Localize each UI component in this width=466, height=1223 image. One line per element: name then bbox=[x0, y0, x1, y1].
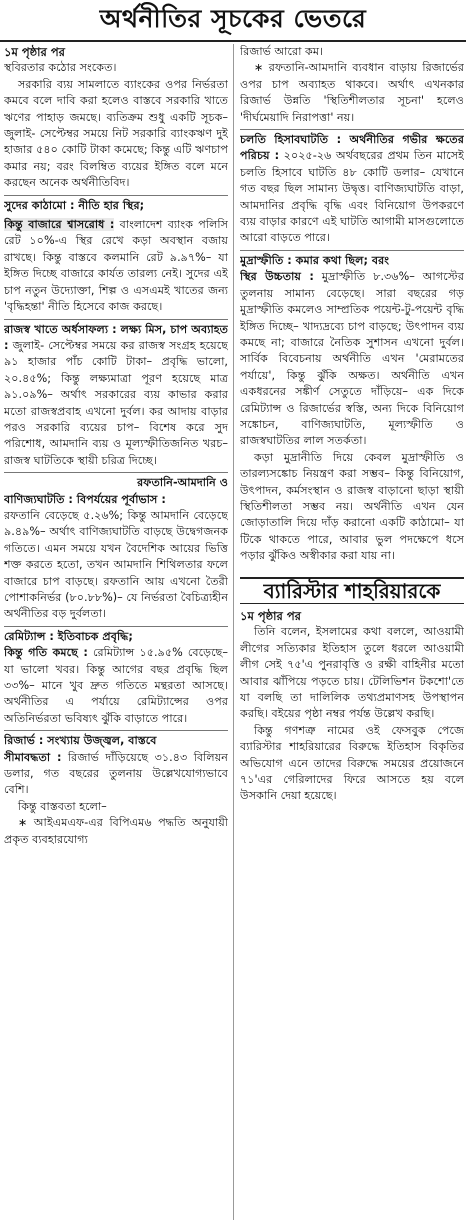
subhead-inflation-2: স্থির উচ্চতায় : bbox=[240, 270, 314, 284]
story2-paragraph-2: কিন্তু গণশত্রু নামের ওই ফেসবুক পেজে ব্যারিস্টার শাহরিয়ারের বিরুদ্ধে ইতিহাস বিকৃতির অভিযোগ এনে তাদের বিরুদ্ধে সময়ের প্রয়োজনে ৭১'এর গেরিলাদের ফিরে আসতে হয় বলে উসকানি দেয়া হয়েছে। bbox=[240, 723, 464, 803]
section-rule bbox=[4, 626, 228, 627]
reserve-bpm6: ∗ আইএমএফ-এর বিপিএম৬ পদ্ধতি অনুযায়ী প্রকৃত ব্যবহারযোগ্য bbox=[4, 816, 228, 846]
monetary-policy-paragraph: কড়া মুদ্রানীতি দিয়ে কেবল মুদ্রাস্ফীতি ও তারল্যসঙ্কোচ নিয়ন্ত্রণ করা সম্ভব– কিন্তু বিনিয়োগ, উৎপাদন, কর্মসংস্থান ও রাজস্ব বাড়ানো ছাড়া স্থায়ী স্থিতিশীলতা সম্ভব নয়। অর্থনীতি এখন যেন জোড়াতালি দিয়ে দাঁড় করানো একটি কাঠামো– যা টিকে থাকতে পারে, আবার ভুল পদক্ষেপে ধসে পড়ার ঝুঁকিও অস্বীকার করা যায় না। bbox=[240, 450, 464, 563]
subhead-revenue: রাজস্ব খাতে অর্ধসাফল্য : লক্ষ্য মিস, চাপ অব্যাহত : bbox=[4, 322, 228, 352]
paragraph-reserve bbox=[4, 750, 228, 799]
paragraph-inflation bbox=[240, 269, 464, 449]
right-column bbox=[240, 44, 464, 1219]
left-column bbox=[4, 44, 228, 1219]
section-rule bbox=[240, 129, 464, 130]
subhead-trade-1: রফতানি-আমদানি ও bbox=[137, 476, 228, 490]
subhead-remittance-1: রেমিট্যান্স : ইতিবাচক প্রবৃদ্ধি; bbox=[4, 629, 133, 643]
subhead-remittance-2: কিন্তু গতি কমছে : bbox=[4, 646, 88, 660]
reserve-body: রিজার্ভ দাঁড়িয়েছে ৩১.৪৩ বিলিয়ন ডলার, গত বছরের তুলনায় উল্লেখযোগ্যভাবে বেশি। bbox=[4, 750, 228, 797]
subhead-interest-1: সুদের কাঠামো : নীতি হার স্থির; bbox=[4, 198, 145, 212]
subhead-current-account: চলতি হিসাবঘাটতি : অর্থনীতির গভীর ক্ষতের পরিচয় : bbox=[240, 133, 464, 163]
inflation-body: মুদ্রাস্ফীতি ৮.৩৬%– আগস্টের তুলনায় সামান্য বেড়েছে। সারা বছরের গড় মুদ্রাস্ফীতি কমলেও সাম্প্রতিক পয়েন্ট-টু-পয়েন্ট বৃদ্ধি ইঙ্গিত দিচ্ছে– খাদ্যদ্রব্যে চাপ বাড়ছে; উৎপাদন ব্যয় কমছে না; বাজারে নৈতিক সুশাসন এখনো দুর্বল। সার্বিক বিবেচনায় অর্থনীতি এখন 'মেরামতের পর্যায়ে', কিন্তু ঝুঁকি অক্ষত। অর্থনীতি এখন একধরনের সঙ্কীর্ণ সেতুতে দাঁড়িয়ে– এক দিকে রেমিট্যান্স ও রিজার্ভের স্বস্তি, অন্য দিকে বিনিয়োগ সঙ্কোচন, বাণিজ্যঘাটতি, মূল্যস্ফীতি ও রাজস্বঘাটতির লাল সতর্কতা। bbox=[240, 270, 464, 448]
story2-paragraph-1: তিনি বলেন, ইসলামের কথা বললে, আওয়ামী লীগের সত্যিকার ইতিহাস তুলে ধরলে আওয়ামী লীগ সেই ৭৫'এ পুনরাবৃত্তি ও রক্ষী বাহিনীর মতো আবার ঝাঁপিয়ে পড়তে চায়। টেলিভিশন টকশো'তে যা বলছি তা দালিলিক তথ্যপ্রমাণসহ উপস্থাপন করছি। বইয়ের পৃষ্ঠা নম্বর পর্যন্ত উল্লেখ করছি। bbox=[240, 625, 464, 721]
current-account-body: ২০২৫-২৬ অর্থবছরের প্রথম তিন মাসেই চলতি হিসাবে ঘাটতি ৪৮ কোটি ডলার– যেখানে গত বছর ছিল সামান্য উদ্বৃত্ত। বাণিজ্যঘাটতি বাড়া, আমদানির প্রবৃদ্ধি বৃদ্ধি এবং বিনিয়োগ উপকরণে ব্যয় বাড়ার কারণে এই ঘাটতি আগামী মাসগুলোতে আরো বাড়তে পারে। bbox=[240, 149, 464, 245]
reserve-continued: রিজার্ভ আরো কম। bbox=[240, 45, 324, 58]
section-rule bbox=[4, 730, 228, 731]
interest-body: বাংলাদেশ ব্যাংক পলিসি রেট ১০%-এ স্থির রেখে কড়া অবস্থান বজায় রাখছে। কিন্তু বাস্তবে কলমানি রেট ৯.৯৭%– যা ইঙ্গিত দিচ্ছে বাজারে কার্যত তারল্য নেই। সুদের এই চাপ নতুন উদ্যোক্তা, শিল্প ও এসএমই খাতের জন্য 'বৃদ্ধিহন্তা' নীতি হিসেবে কাজ করছে। bbox=[4, 218, 228, 314]
subhead-inflation-1: মুদ্রাস্ফীতি : কমার কথা ছিল; বরং bbox=[240, 253, 390, 267]
story2-headline: ব্যারিস্টার শাহরিয়ারকে bbox=[240, 577, 464, 604]
story2-kicker: ১ম পৃষ্ঠার পর bbox=[240, 609, 301, 623]
revenue-body: জুলাই- সেপ্টেম্বর সময়ে কর রাজস্ব সংগ্রহ হয়েছে ৯১ হাজার পাঁচ কোটি টাকা– প্রবৃদ্ধি ভালো, ২০.৪৫%; কিন্তু লক্ষ্যমাত্রা পূরণ হয়েছে মাত্র ৯১.০৯%– অর্থাৎ সরকারের ব্যয় কাভার করার মতো রাজস্বপ্রবাহ এখনো দুর্বল। কর আদায় বাড়ার পরও সরকারি ব্যয়ের চাপ– বিশেষ করে সুদ পরিশোধ, আমদানি ব্যয় ও মূল্যস্ফীতিজনিত খরচ– রাজস্ব ঘাটতিকে স্থায়ী চরিত্র দিচ্ছে। bbox=[4, 338, 228, 467]
paragraph-govt-borrowing: সরকারি ব্যয় সামলাতে ব্যাংকের ওপর নির্ভরতা কমবে বলে দাবি করা হলেও বাস্তবে সরকারি খাতে ঋণের পাহাড় জমছে। ব্যতিক্রম শুধু একটি সূচক– জুলাই- সেপ্টেম্বর সময়ে নিট সরকারি ব্যাংকঋণ দুই হাজার ৫৪০ কোটি টাকা কমেছে; কিন্তু এটি ঋণচাপ কমার নয়; বরং বিলম্বিত ব্যয়ের ইঙ্গিত বলে মনে করছেন অনেক অর্থনীতিবিদ। bbox=[4, 77, 228, 190]
trade-body: রফতানি বেড়েছে ৫.২৬%; কিন্তু আমদানি বেড়েছে ৯.৪৯%– অর্থাৎ বাণিজ্যঘাটতি বাড়ছে উদ্বেগজনক গতিতে। এমন সময়ে যখন বৈদেশিক আয়ের ভিত্তি শক্ত করতে হতো, তখন আমদানি শিথিলতার ফলে বাজারে চাপ বাড়ছে। রফতানি আয় এখনো তৈরী পোশাকনির্ভর (৮০.৮৮%)– যে নির্ভরতা বৈচিত্র্যহীন অর্থনীতির বড় দুর্বলতা। bbox=[4, 508, 228, 621]
headline: অর্থনীতির সূচকের ভেতরে bbox=[0, 0, 466, 42]
paragraph-revenue bbox=[4, 322, 228, 470]
paragraph-remittance bbox=[4, 645, 228, 727]
lead-line: স্থবিরতার কঠোর সংকেত। bbox=[4, 61, 117, 75]
continuation-kicker: ১ম পৃষ্ঠার পর bbox=[4, 45, 65, 59]
subhead-interest-2: কিন্তু বাজারে শ্বাসরোধ : bbox=[4, 218, 115, 232]
subhead-reserve-2: সীমাবদ্ধতা : bbox=[4, 750, 62, 764]
section-rule bbox=[240, 250, 464, 251]
remittance-body: রেমিট্যান্স ১৫.৯৫% বেড়েছে– যা ভালো খবর। কিন্তু আগের বছর প্রবৃদ্ধি ছিল ৩৩%– মানে খুব দ্রুত গতিতে মন্থরতা আসছে। অর্থনীতির এ পর্যায়ে রেমিট্যান্সের ওপর অতিনির্ভরতা ভবিষ্যৎ ঝুঁকি বাড়াতে পারে। bbox=[4, 646, 228, 725]
section-rule bbox=[4, 472, 228, 473]
section-rule bbox=[4, 319, 228, 320]
reserve-reality: কিন্তু বাস্তবতা হলো– bbox=[18, 799, 107, 813]
paragraph-current-account bbox=[240, 132, 464, 247]
subhead-trade-2: বাণিজ্যঘাটতি : বিপর্যয়ের পূর্বাভাস : bbox=[4, 492, 166, 506]
column-divider bbox=[233, 44, 234, 1220]
subhead-reserve-1: রিজার্ভ : সংখ্যায় উজ্জ্বল, বাস্তবে bbox=[4, 734, 157, 748]
paragraph-interest bbox=[4, 217, 228, 315]
section-rule bbox=[4, 195, 228, 196]
reserve-bullet: ∗ রফতানি-আমদানি ব্যবধান বাড়ায় রিজার্ভের ওপর চাপ অব্যাহত থাকবে। অর্থাৎ এখনকার রিজার্ভ উন্নতি 'স্থিতিশীলতার সূচনা' হলেও 'দীর্ঘমেয়াদি নিরাপত্তা' নয়। bbox=[240, 61, 464, 124]
